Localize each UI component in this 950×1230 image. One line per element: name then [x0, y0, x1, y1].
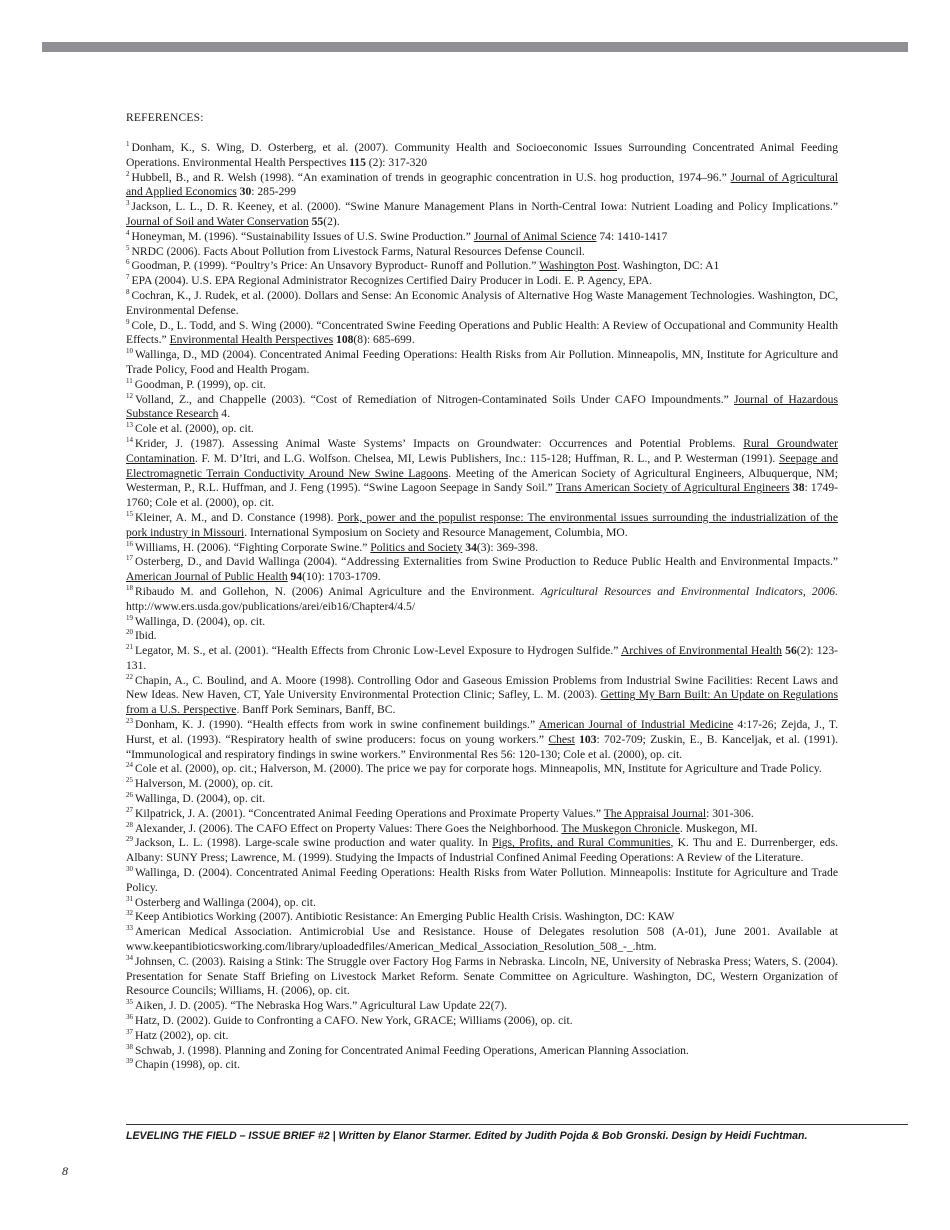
- reference-text: http://www.ers.usda.gov/publications/arei/eib16/Chapter4/4.5/: [126, 599, 416, 613]
- header-bar: [42, 42, 908, 52]
- volume-number: 38: [792, 481, 805, 495]
- reference-text: Hatz (2002), op. cit.: [135, 1028, 229, 1042]
- reference-item: [126, 718, 838, 762]
- volume-number: 103: [579, 732, 597, 746]
- reference-item: [126, 378, 838, 393]
- reference-item: [126, 807, 838, 822]
- reference-text: , K. Thu and E. Durrenberger, eds. Albany: SUNY Press; Lawrence, M. (1999). Studying the Impacts of Industrial Confined Animal Feeding Operations: A Review of the Literature.: [126, 836, 838, 865]
- footnote-number: 23: [126, 717, 133, 726]
- reference-item: [126, 348, 838, 378]
- reference-text: Legator, M. S., et al. (2001). “Health Effects from Chronic Low-Level Exposure to Hydrogen Sulfide.”: [135, 644, 621, 658]
- volume-number: 94: [290, 570, 303, 584]
- reference-text: Jackson, L. L., D. R. Keeney, et al. (2000). “Swine Manure Management Plans in North-Central Iowa: Nutrient Loading and Policy Implications.”: [131, 200, 838, 214]
- publication-title: American Journal of Public Health: [126, 570, 288, 584]
- footnote-number: 33: [126, 924, 133, 933]
- publication-title: Pork, power and the populist response: The environmental issues surrounding the industrialization of the pork industry in Missouri: [126, 510, 838, 539]
- reference-text: (10): 1703-1709.: [302, 570, 381, 584]
- reference-text: (3): 369-398.: [476, 540, 539, 554]
- footnote-number: 30: [126, 865, 133, 874]
- reference-text: . Banff Pork Seminars, Banff, BC.: [236, 703, 396, 717]
- reference-text: Chapin, A., C. Boulind, and A. Moore (1998). Controlling Odor and Gaseous Emission Problems from Industrial Swine Facilities: Recent Laws and New Ideas. New Haven, CT, Yale University Environmental Protection Clinic; Safley, L. M. (2003).: [126, 673, 838, 702]
- reference-text: Cole et al. (2000), op. cit.: [135, 422, 254, 436]
- reference-item: [126, 644, 838, 674]
- reference-item: [126, 437, 838, 511]
- reference-item: [126, 629, 838, 644]
- reference-text: NRDC (2006). Facts About Pollution from Livestock Farms, Natural Resources Defense Council.: [131, 244, 585, 258]
- reference-item: [126, 555, 838, 585]
- reference-text: : 1749-1760; Cole et al. (2000), op. cit.: [126, 481, 838, 510]
- reference-text: (2): 123-131.: [126, 644, 838, 672]
- reference-text: . Washington, DC: A1: [617, 259, 720, 273]
- reference-item: [126, 230, 838, 245]
- publication-title: Agricultural Resources and Environmental Indicators, 2006.: [540, 584, 838, 598]
- reference-item: [126, 541, 838, 556]
- reference-text: . Muskegon, MI.: [679, 821, 758, 835]
- reference-item: [126, 585, 838, 615]
- publication-title: Journal of Agricultural and Applied Economics: [126, 170, 838, 199]
- reference-text: Schwab, J. (1998). Planning and Zoning for Concentrated Animal Feeding Operations, American Planning Association.: [135, 1043, 689, 1057]
- references-list: [126, 141, 838, 1073]
- reference-item: [126, 792, 838, 807]
- footnote-number: 21: [126, 643, 133, 652]
- reference-text: Cochran, K., J. Rudek, et al. (2000). Dollars and Sense: An Economic Analysis of Alternative Hog Waste Management Technologies. Washington, DC, Environmental Defense.: [126, 288, 838, 317]
- footnote-number: 32: [126, 909, 133, 918]
- footnote-number: 1: [126, 140, 130, 148]
- footnote-number: 34: [126, 953, 133, 962]
- publication-title: Washington Post: [539, 259, 618, 273]
- publication-title: Journal of Hazardous Substance Research: [126, 392, 838, 421]
- publication-title: Rural Groundwater Contamination: [126, 436, 838, 465]
- reference-item: [126, 836, 838, 866]
- reference-text: Osterberg, D., and David Wallinga (2004). “Addressing Externalities from Swine Production to Reduce Public Health and Environmental Impacts.”: [135, 555, 838, 569]
- reference-text: Ribaudo M. and Gollehon, N. (2006) Animal Agriculture and the Environment.: [135, 584, 541, 598]
- reference-text: Aiken, J. D. (2005). “The Nebraska Hog Wars.” Agricultural Law Update 22(7).: [135, 999, 507, 1013]
- reference-text: : 702-709; Zuskin, E., B. Kanceljak, et al. (1991). “Immunological and respiratory findings in swine workers.” Environmental Res 56: 120-130; Cole et al. (2000), op. cit.: [126, 732, 838, 761]
- footnote-number: 3: [126, 199, 130, 208]
- footnote-number: 31: [126, 894, 133, 903]
- footer-credits: LEVELING THE FIELD – ISSUE BRIEF #2 | Written by Elanor Starmer. Edited by Judith Pojda & Bob Gronski. Design by Heidi Fuchtman.: [126, 1130, 808, 1142]
- footnote-number: 28: [126, 820, 133, 829]
- reference-text: : 285-299: [251, 185, 297, 199]
- reference-item: [126, 511, 838, 541]
- volume-number: 34: [465, 540, 477, 554]
- reference-text: Krider, J. (1987). Assessing Animal Waste Systems’ Impacts on Groundwater: Occurrences and Potential Problems.: [135, 436, 744, 450]
- reference-text: 4.: [218, 407, 230, 421]
- reference-text: Volland, Z., and Chappelle (2003). “Cost of Remediation of Nitrogen-Contaminated Soils Under CAFO Impoundments.”: [135, 392, 735, 406]
- reference-text: 74: 1410-1417: [596, 229, 668, 243]
- volume-number: 30: [239, 185, 252, 199]
- reference-text: Osterberg and Wallinga (2004), op. cit.: [135, 895, 316, 909]
- reference-text: Kilpatrick, J. A. (2001). “Concentrated Animal Feeding Operations and Proximate Property Values.”: [135, 806, 604, 820]
- footnote-number: 39: [126, 1057, 133, 1066]
- reference-item: [126, 200, 838, 230]
- footnote-number: 37: [126, 1027, 133, 1036]
- reference-item: [126, 1058, 838, 1073]
- reference-item: [126, 319, 838, 349]
- reference-text: (2): 317-320: [365, 155, 428, 169]
- publication-title: Getting My Barn Built: An Update on Regulations from a U.S. Perspective: [126, 688, 838, 717]
- references-heading: REFERENCES:: [126, 112, 204, 124]
- reference-item: [126, 171, 838, 201]
- footnote-number: 22: [126, 672, 133, 681]
- publication-title: The Muskegon Chronicle: [561, 821, 680, 835]
- footnote-number: 10: [126, 347, 133, 356]
- reference-item: [126, 777, 838, 792]
- page-number: 8: [62, 1164, 68, 1178]
- footnote-number: 35: [126, 998, 133, 1007]
- footnote-number: 26: [126, 791, 133, 800]
- footnote-number: 4: [126, 228, 130, 237]
- reference-text: Honeyman, M. (1996). “Sustainability Issues of U.S. Swine Production.”: [131, 229, 474, 243]
- reference-item: [126, 1044, 838, 1059]
- reference-item: [126, 999, 838, 1014]
- reference-item: [126, 274, 838, 289]
- reference-item: [126, 910, 838, 925]
- footnote-number: 24: [126, 761, 133, 770]
- reference-item: [126, 822, 838, 837]
- reference-text: EPA (2004). U.S. EPA Regional Administrator Recognizes Certified Dairy Producer in Lodi. E. P. Agency, EPA.: [131, 274, 653, 288]
- publication-title: Journal of Animal Science: [473, 229, 597, 243]
- reference-text: American Medical Association. Antimicrobial Use and Resistance. House of Delegates resolution 508 (A-01), June 2001. Available at www.keepantibioticsworking.com/library/uploadedfiles/American_Medical_Association_Resolution_508_-_.htm.: [126, 925, 838, 954]
- volume-number: 56: [785, 644, 797, 658]
- reference-item: [126, 393, 838, 423]
- reference-text: 4:17-26; Zejda, J., T. Hurst, et al. (1993). “Respiratory health of swine producers: focus on young workers.”: [126, 718, 838, 746]
- reference-text: Wallinga, D., MD (2004). Concentrated Animal Feeding Operations: Health Risks from Air Pollution. Minneapolis, MN, Institute for Agriculture and Trade Policy, Food and Health Progam.: [126, 348, 838, 376]
- footnote-number: 19: [126, 613, 133, 622]
- reference-text: Keep Antibiotics Working (2007). Antibiotic Resistance: An Emerging Public Health Crisis. Washington, DC: KAW: [135, 910, 675, 924]
- footnote-number: 14: [126, 435, 133, 444]
- reference-item: [126, 674, 838, 718]
- reference-item: [126, 289, 838, 319]
- footnote-number: 12: [126, 391, 133, 400]
- publication-title: Chest: [548, 732, 575, 746]
- reference-text: Alexander, J. (2006). The CAFO Effect on Property Values: There Goes the Neighborhood.: [135, 821, 562, 835]
- reference-text: Cole, D., L. Todd, and S. Wing (2000). “Concentrated Swine Feeding Operations and Public Health: A Review of Occupational and Community Health Effects.”: [126, 318, 838, 347]
- publication-title: Politics and Society: [370, 540, 463, 554]
- footnote-number: 20: [126, 628, 133, 637]
- footnote-number: 7: [126, 273, 130, 282]
- publication-title: Journal of Soil and Water Conservation: [126, 214, 309, 228]
- reference-item: [126, 615, 838, 630]
- reference-text: Wallinga, D. (2004), op. cit.: [135, 792, 266, 806]
- reference-item: [126, 422, 838, 437]
- footnote-number: 18: [126, 583, 133, 592]
- reference-text: Hatz, D. (2002). Guide to Confronting a CAFO. New York, GRACE; Williams (2006), op. cit.: [135, 1014, 573, 1028]
- footnote-number: 25: [126, 776, 133, 785]
- reference-item: [126, 1029, 838, 1044]
- reference-text: Jackson, L. L. (1998). Large-scale swine production and water quality. In: [135, 836, 493, 850]
- reference-item: [126, 925, 838, 955]
- publication-title: The Appraisal Journal: [603, 806, 707, 820]
- reference-text: . Meeting of the American Society of Agricultural Engineers, Albuquerque, NM; Westerman, P., R.L. Huffman, and J. Feng (1995). “Swine Lagoon Seepage in Sandy Soil.”: [126, 466, 839, 495]
- footnote-number: 36: [126, 1013, 133, 1022]
- footnote-number: 16: [126, 539, 133, 548]
- footnote-number: 11: [126, 376, 133, 385]
- reference-text: . International Symposium on Society and Resource Management, Columbia, MO.: [244, 525, 628, 539]
- reference-text: Cole et al. (2000), op. cit.; Halverson, M. (2000). The price we pay for corporate hogs. Minneapolis, MN, Institute for Agriculture and Trade Policy.: [135, 762, 822, 776]
- footnote-number: 29: [126, 835, 133, 844]
- reference-item: [126, 896, 838, 911]
- footer-rule: [126, 1124, 908, 1125]
- footnote-number: 27: [126, 805, 133, 814]
- reference-item: [126, 1014, 838, 1029]
- reference-text: Ibid.: [135, 629, 157, 643]
- reference-text: Kleiner, A. M., and D. Constance (1998).: [135, 510, 338, 524]
- reference-item: [126, 866, 838, 896]
- footnote-number: 9: [126, 317, 130, 326]
- footnote-number: 5: [126, 243, 130, 252]
- footnote-number: 8: [126, 287, 130, 296]
- reference-text: : 301-306.: [706, 806, 754, 820]
- footnote-number: 15: [126, 509, 133, 518]
- reference-text: Donham, K., S. Wing, D. Osterberg, et al. (2007). Community Health and Socioeconomic Issues Surrounding Concentrated Animal Feeding Operations. Environmental Health Perspectives: [126, 141, 838, 169]
- reference-text: Wallinga, D. (2004), op. cit.: [135, 614, 266, 628]
- reference-text: Johnsen, C. (2003). Raising a Stink: The Struggle over Factory Hog Farms in Nebraska. Lincoln, NE, University of Nebraska Press; Waters, S. (2004). Presentation for Senate Staff Briefing on Livestock Market Reform. Senate Committee on Agriculture. Washington, DC, Western Organization of Resource Councils; Williams, H. (2006), op. cit.: [126, 954, 838, 998]
- publication-title: Trans American Society of Agricultural Engineers: [555, 481, 790, 495]
- footnote-number: 38: [126, 1042, 133, 1051]
- reference-text: Donham, K. J. (1990). “Health effects from work in swine confinement buildings.”: [135, 718, 539, 732]
- footnote-number: 17: [126, 554, 133, 563]
- reference-item: [126, 245, 838, 260]
- volume-number: 115: [349, 155, 366, 169]
- reference-item: [126, 141, 838, 171]
- reference-text: . F. M. D’Itri, and L.G. Wolfson. Chelsea, MI, Lewis Publishers, Inc.: 115-128; Huffman, R. L., and P. Westerman (1991).: [194, 451, 779, 465]
- reference-item: [126, 955, 838, 999]
- reference-text: (2).: [323, 214, 340, 228]
- reference-text: Goodman, P. (1999), op. cit.: [134, 377, 266, 391]
- reference-text: (8): 685-699.: [353, 333, 415, 347]
- publication-title: Pigs, Profits, and Rural Communities: [492, 836, 671, 850]
- reference-text: Goodman, P. (1999). “Poultry’s Price: An Unsavory Byproduct- Runoff and Pollution.”: [131, 259, 540, 273]
- reference-text: Williams, H. (2006). “Fighting Corporate Swine.”: [135, 540, 371, 554]
- reference-item: [126, 259, 838, 274]
- reference-item: [126, 762, 838, 777]
- volume-number: 55: [311, 214, 324, 228]
- footnote-number: 6: [126, 258, 130, 267]
- reference-text: Chapin (1998), op. cit.: [135, 1058, 240, 1072]
- publication-title: Environmental Health Perspectives: [169, 333, 334, 347]
- footnote-number: 13: [126, 421, 133, 430]
- footnote-number: 2: [126, 169, 130, 178]
- reference-text: Wallinga, D. (2004). Concentrated Animal Feeding Operations: Health Risks from Water Pollution. Minneapolis: Institute for Agriculture and Trade Policy.: [126, 866, 838, 894]
- reference-text: Hubbell, B., and R. Welsh (1998). “An examination of trends in geographic concentration in U.S. hog production, 1974–96.”: [131, 170, 731, 184]
- reference-text: Halverson, M. (2000), op. cit.: [135, 777, 274, 791]
- publication-title: Seepage and Electromagnetic Terrain Conductivity Around New Swine Lagoons: [126, 451, 839, 480]
- publication-title: American Journal of Industrial Medicine: [538, 718, 734, 732]
- publication-title: Archives of Environmental Health: [620, 644, 782, 658]
- volume-number: 108: [336, 333, 354, 347]
